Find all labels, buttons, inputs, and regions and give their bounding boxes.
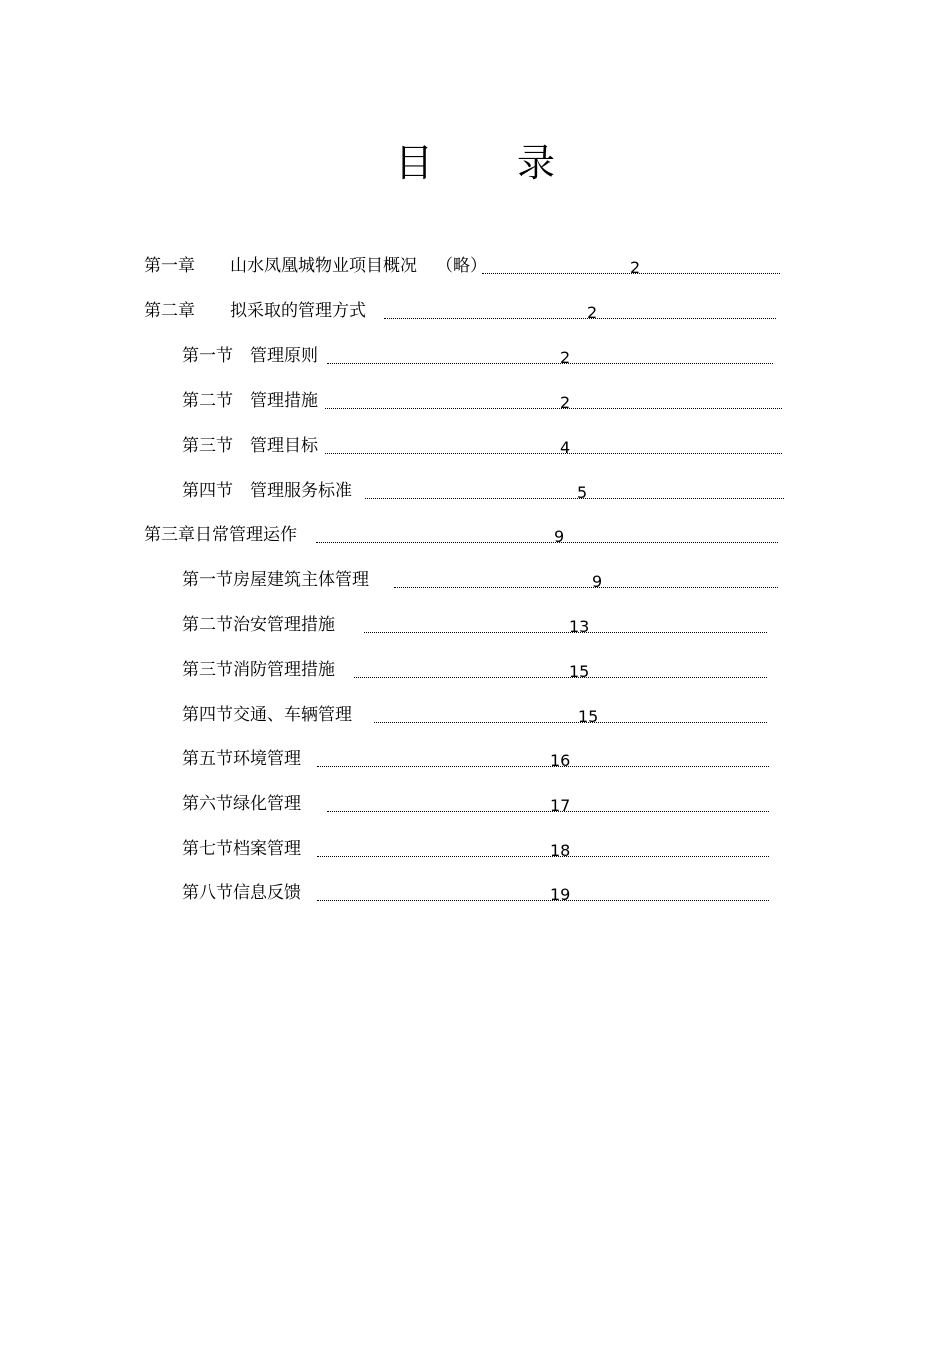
toc-entry-section[interactable] [182, 792, 769, 816]
toc-entry-text: 拟采取的管理方式 [230, 301, 366, 321]
toc-entry-text: 第五节环境管理 [182, 749, 301, 769]
toc-entry-text: 第七节档案管理 [182, 839, 301, 859]
toc-entry-text: 第三节消防管理措施 [182, 660, 335, 680]
toc-page-number: 2 [630, 258, 641, 277]
toc-entry-section-4[interactable] [182, 479, 784, 503]
toc-entry-text: 第四节交通、车辆管理 [182, 705, 352, 725]
toc-page-number: 9 [554, 527, 565, 546]
toc-entry-section[interactable] [182, 568, 778, 592]
toc-leader-dots [374, 703, 767, 723]
toc-leader-dots [325, 389, 782, 409]
toc-entry-extra: （略） [436, 256, 487, 276]
toc-entry-label: 第一章 [144, 256, 195, 276]
toc-entry-text: 管理措施 [250, 391, 318, 411]
toc-entry-section[interactable] [182, 613, 767, 637]
toc-entry-label: 第一节 [182, 346, 233, 366]
toc-page-number: 18 [550, 841, 571, 860]
toc-leader-dots [354, 658, 767, 678]
toc-entry-text: 第一节房屋建筑主体管理 [182, 570, 369, 590]
toc-leader-dots [316, 523, 778, 543]
toc-page-number: 2 [560, 348, 571, 367]
toc-page-number: 13 [569, 617, 590, 636]
toc-entry-text: 管理原则 [250, 346, 318, 366]
toc-page-number: 17 [550, 796, 571, 815]
toc-entry-chapter-3[interactable] [144, 523, 778, 547]
toc-leader-dots [317, 837, 769, 857]
toc-page-number: 15 [578, 707, 599, 726]
toc-entry-text: 第八节信息反馈 [182, 883, 301, 903]
toc-page-number: 2 [560, 393, 571, 412]
toc-page-number: 19 [550, 885, 571, 904]
title-char-1: 目 [394, 141, 433, 185]
toc-leader-dots [317, 881, 769, 901]
toc-leader-dots [327, 792, 769, 812]
toc-entry-section[interactable] [182, 658, 767, 682]
toc-leader-dots [394, 568, 778, 588]
toc-page-number: 4 [560, 438, 571, 457]
toc-entry-chapter-1[interactable] [144, 254, 780, 278]
toc-entry-section-1[interactable] [182, 344, 773, 368]
toc-entry-section[interactable] [182, 747, 769, 771]
toc-entry-section[interactable] [182, 837, 769, 861]
toc-page-number: 5 [577, 483, 588, 502]
title-char-2: 录 [517, 141, 556, 185]
toc-entry-section-2[interactable] [182, 389, 782, 413]
toc-page-number: 2 [587, 303, 598, 322]
toc-entry-label: 第三节 [182, 436, 233, 456]
toc-entry-text: 第二节治安管理措施 [182, 615, 335, 635]
toc-leader-dots [317, 747, 769, 767]
toc-page-number: 16 [550, 751, 571, 770]
toc-entry-label: 第四节 [182, 481, 233, 501]
toc-entry-text: 管理服务标准 [250, 481, 352, 501]
toc-entry-label: 第二节 [182, 391, 233, 411]
toc-leader-dots [325, 434, 782, 454]
toc-entry-section-3[interactable] [182, 434, 782, 458]
toc-entry-label: 第二章 [144, 301, 195, 321]
toc-entry-text: 第六节绿化管理 [182, 794, 301, 814]
toc-entry-section[interactable] [182, 881, 769, 905]
toc-leader-dots [364, 613, 767, 633]
toc-entry-text: 第三章日常管理运作 [144, 525, 297, 545]
toc-leader-dots [327, 344, 773, 364]
toc-entry-text: 山水凤凰城物业项目概况 [230, 256, 417, 276]
page-title [0, 132, 950, 187]
toc-entry-section[interactable] [182, 703, 767, 727]
toc-leader-dots [365, 479, 784, 499]
toc-page-number: 15 [569, 662, 590, 681]
toc-entry-text: 管理目标 [250, 436, 318, 456]
toc-entry-chapter-2[interactable] [144, 299, 776, 323]
toc-page-number: 9 [592, 572, 603, 591]
toc-leader-dots [384, 299, 776, 319]
